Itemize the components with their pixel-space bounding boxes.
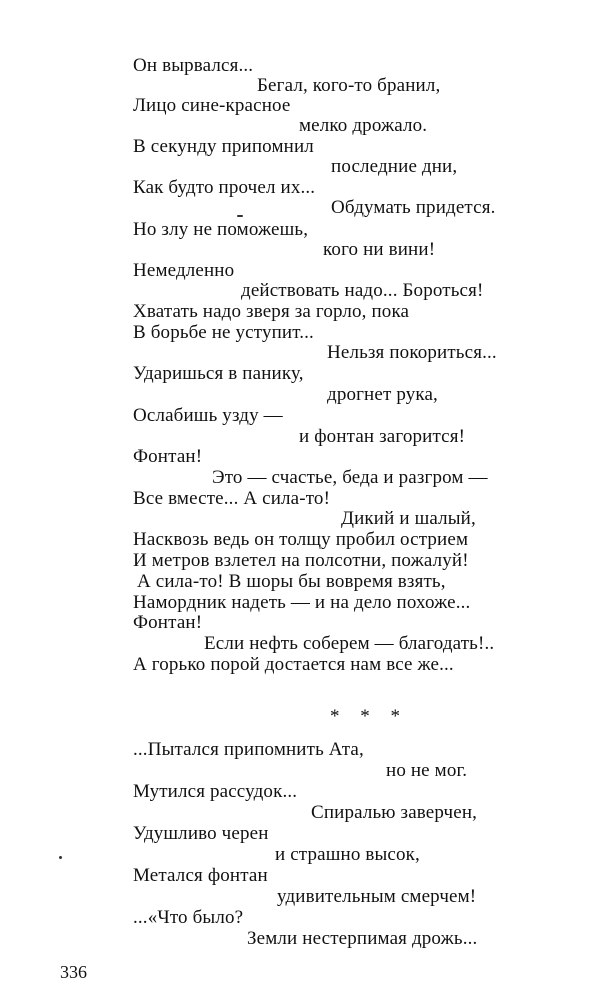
poem-line: Нельзя покориться...: [327, 342, 497, 363]
poem-line: В борьбе не уступит...: [133, 322, 314, 343]
poem-line: Насквозь ведь он толщу пробил острием: [133, 529, 469, 550]
poem-line: Это — счастье, беда и разгром —: [212, 467, 488, 488]
poem-line: Мутился рассудок...: [133, 781, 298, 802]
poem-line: Фонтан!: [133, 612, 203, 633]
poem-line: последние дни,: [331, 156, 458, 177]
poem-line: В секунду припомнил: [133, 136, 314, 157]
poem-line: А сила-то! В шоры бы вовремя взять,: [137, 571, 446, 592]
poem-line: действовать надо... Бороться!: [241, 280, 484, 301]
poem-line: Метался фонтан: [133, 865, 268, 886]
poem-line: Фонтан!: [133, 446, 203, 467]
poem-line: и страшно высок,: [275, 844, 420, 865]
poem-line: А горько порой достается нам все же...: [133, 654, 454, 675]
poem-line: И метров взлетел на полсотни, пожалуй!: [133, 550, 469, 571]
poem-line: Немедленно: [133, 260, 235, 281]
scan-speck: [237, 215, 243, 217]
poem-line: Земли нестерпимая дрожь...: [247, 928, 478, 949]
poem-line: Ослабишь узду —: [133, 405, 283, 426]
poem-line: и фонтан загорится!: [299, 426, 466, 447]
page-number: 336: [60, 962, 87, 982]
poem-line: Намордник надеть — и на дело похоже...: [133, 592, 471, 613]
poem-line: Как будто прочел их...: [133, 177, 316, 198]
poem-line: Хватать надо зверя за горло, пока: [133, 301, 410, 322]
poem-line: кого ни вини!: [323, 239, 436, 260]
poem-line: но не мог.: [386, 760, 468, 781]
poem-line: Все вместе... А сила-то!: [133, 488, 331, 509]
poem-line: Обдумать придется.: [331, 197, 496, 218]
poem-line: Если нефть соберем — благодать!..: [204, 633, 495, 654]
poem-line: дрогнет рука,: [327, 384, 438, 405]
scan-speck: [59, 856, 62, 859]
poem-line: ...«Что было?: [133, 907, 244, 928]
poem-line: Дикий и шалый,: [341, 508, 476, 529]
section-separator: * * *: [330, 706, 408, 727]
poem-line: Но злу не поможешь,: [133, 219, 309, 240]
poem-line: Ударишься в панику,: [133, 363, 304, 384]
poem-line: удивительным смерчем!: [277, 886, 477, 907]
poem-line: Он вырвался...: [133, 55, 254, 76]
poem-line: Удушливо черен: [133, 823, 269, 844]
poem-line: Лицо сине-красное: [133, 95, 291, 116]
poem-line: Спиралью заверчен,: [311, 802, 478, 823]
poem-line: мелко дрожало.: [299, 115, 428, 136]
poem-line: ...Пытался припомнить Ата,: [133, 739, 364, 760]
poem-line: Бегал, кого-то бранил,: [257, 75, 441, 96]
